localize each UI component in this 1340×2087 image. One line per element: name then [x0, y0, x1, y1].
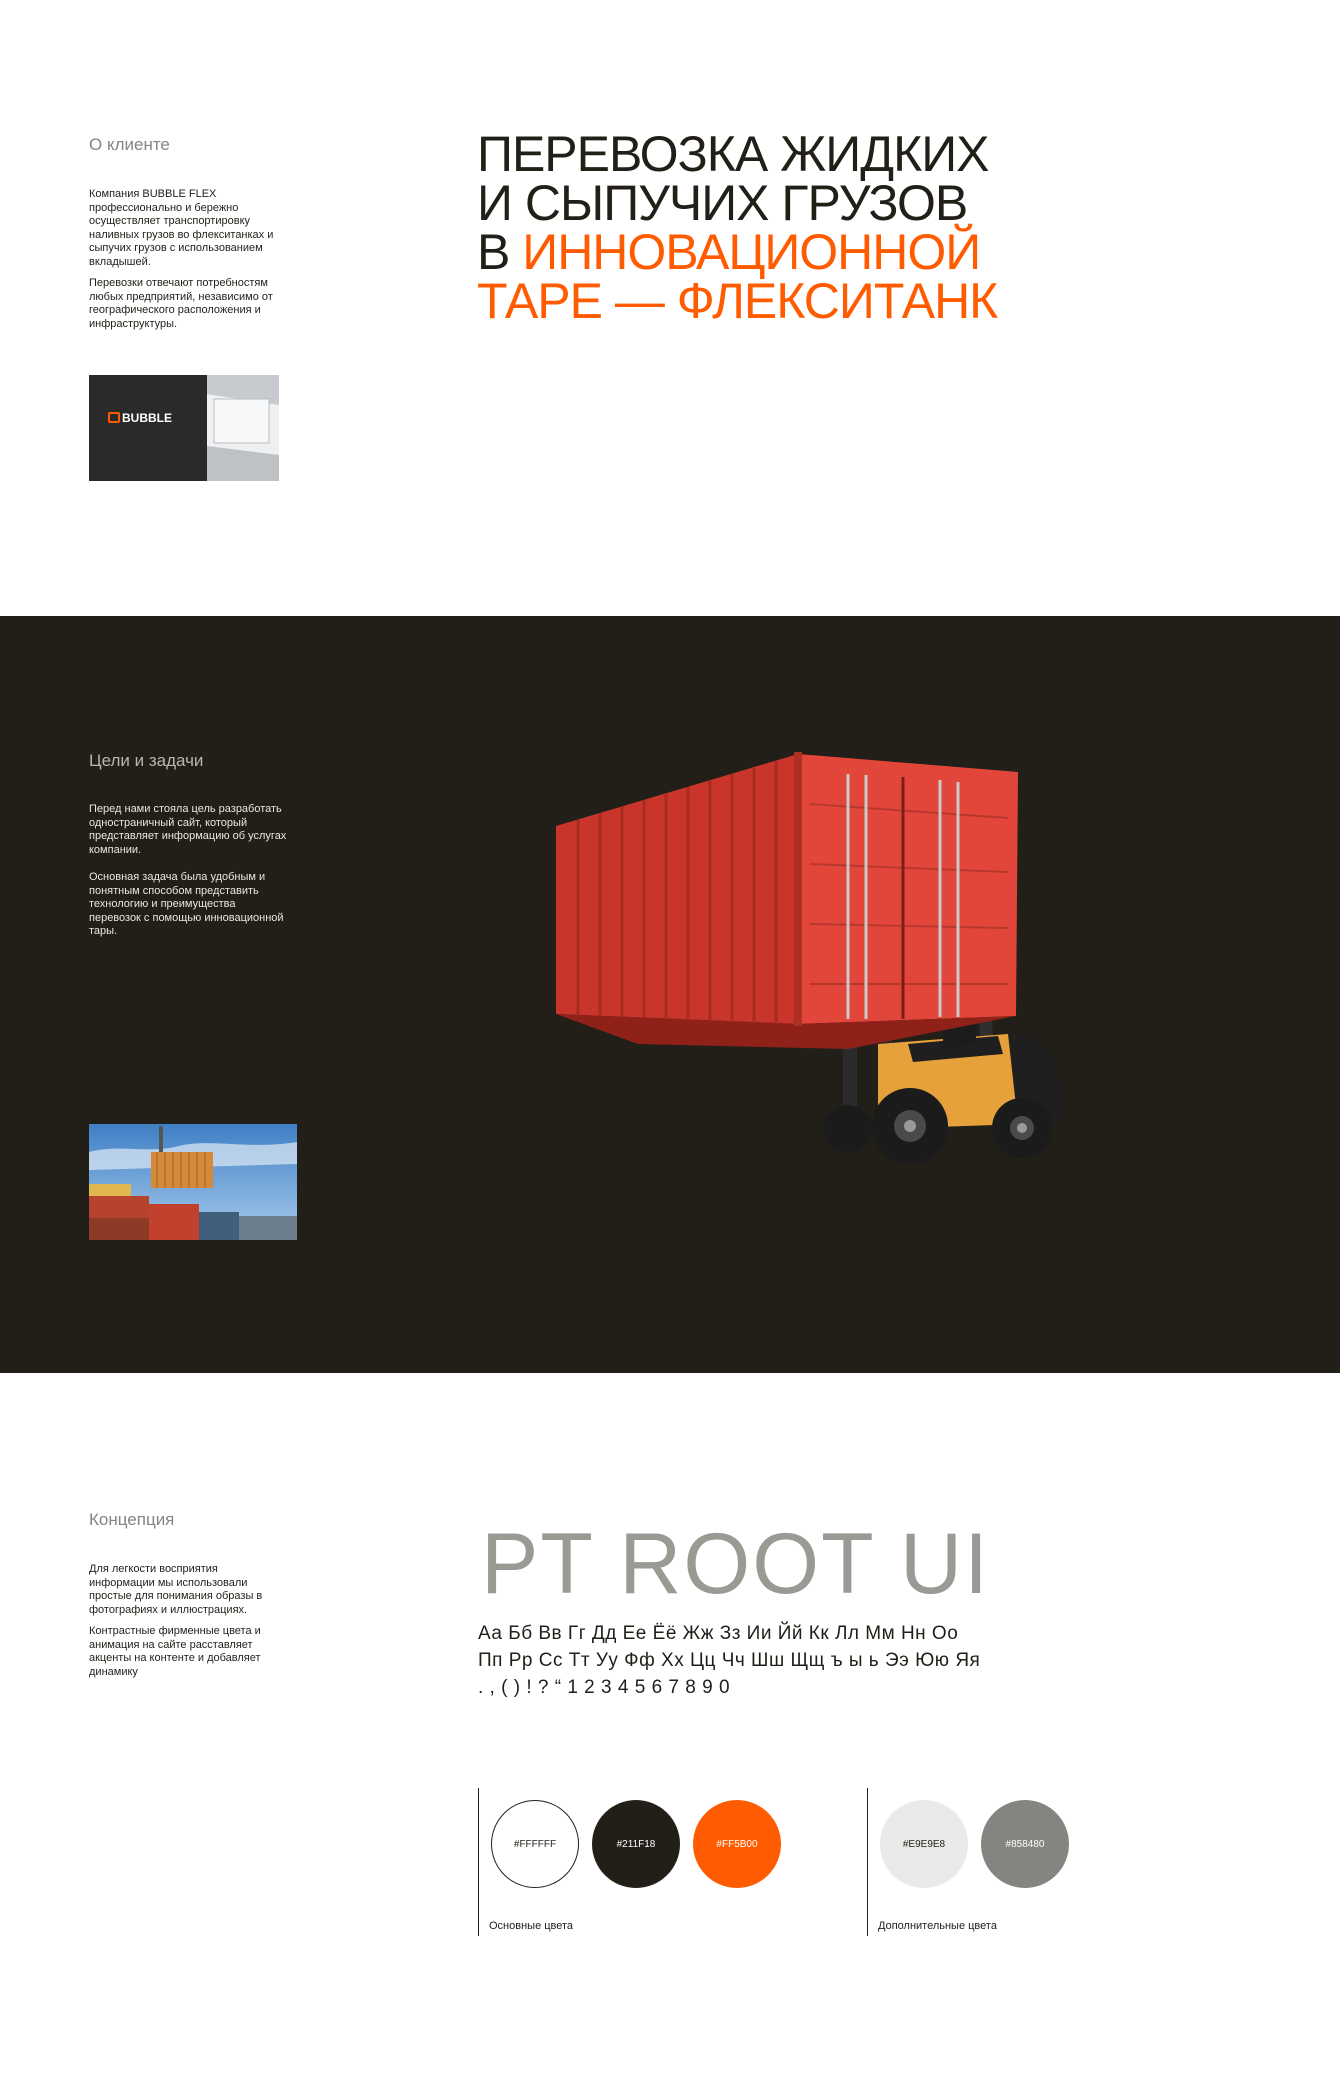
- swatch-gray: #858480: [981, 1800, 1069, 1888]
- swatch-white: #FFFFFF: [491, 1800, 579, 1888]
- goals-paragraph-2: Основная задача была удобным и понятным способом представить технологию и преимущества перевозок с помощью инновационной тары.: [89, 871, 284, 937]
- forklift-container-illustration: [548, 744, 1158, 1171]
- headline-line-3: [477, 224, 1077, 280]
- glyph-line-1: Аа Бб Вв Гг Дд Ее Ёё Жж Зз Ии Йй Кк Лл Мм Нн Оо: [478, 1623, 959, 1644]
- swatch-orange: #FF5B00: [693, 1800, 781, 1888]
- goals-title: Цели и задачи: [89, 751, 204, 770]
- secondary-palette: [867, 1788, 1068, 1936]
- about-paragraph-1: Компания BUBBLE FLEX профессионально и бережно осуществляет транспортировку наливных грузов во флекситанках и сыпучих грузов с использованием вкладышей.: [89, 188, 274, 268]
- headline-accent-1: ИННОВАЦИОННОЙ: [522, 224, 981, 280]
- primary-palette: [478, 1788, 779, 1936]
- headline-accent-2: ТАРЕ — ФЛЕКСИТАНК: [477, 273, 998, 329]
- goals-paragraph-1: Перед нами стояла цель разработать одностраничный сайт, который представляет информацию об услугах компании.: [89, 803, 287, 856]
- concept-text: [89, 1563, 279, 1687]
- font-name: PT ROOT UI: [481, 1516, 990, 1612]
- concept-paragraph-2: Контрастные фирменные цвета и анимация на сайте расставляет акценты на контенте и добавляет динамику: [89, 1625, 261, 1678]
- swatch-dark: #211F18: [592, 1800, 680, 1888]
- about-paragraph-2: Перевозки отвечают потребностям любых предприятий, независимо от географического расположения и инфраструктуры.: [89, 277, 273, 330]
- about-title: О клиенте: [89, 135, 170, 154]
- concept-title: Концепция: [89, 1510, 175, 1529]
- concept-paragraph-1: Для легкости восприятия информации мы использовали простые для понимания образы в фотографиях и иллюстрациях.: [89, 1563, 263, 1616]
- goals-text: [89, 803, 289, 947]
- headline-line-2: И СЫПУЧИХ ГРУЗОВ: [477, 175, 968, 231]
- headline-line-1: ПЕРЕВОЗКА ЖИДКИХ: [477, 126, 989, 182]
- glyph-line-2: Пп Рр Сс Тт Уу Фф Хх Цц Чч Шш Щщ ъ ы ь Ээ Юю Яя: [478, 1650, 981, 1671]
- swatch-light-gray: #E9E9E8: [880, 1800, 968, 1888]
- page-headline: [477, 126, 1077, 329]
- about-text: [89, 188, 294, 339]
- goals-section: [0, 616, 1340, 1373]
- primary-palette-label: Основные цвета: [489, 1920, 574, 1932]
- about-section: [0, 0, 1340, 616]
- concept-section: [0, 1373, 1340, 2087]
- secondary-palette-label: Дополнительные цвета: [878, 1920, 997, 1932]
- glyph-line-3: . , ( ) ! ? “ 1 2 3 4 5 6 7 8 9 0: [478, 1677, 731, 1698]
- headline-line-3-plain: В: [477, 224, 523, 280]
- port-containers-photo: [89, 1124, 297, 1240]
- client-office-photo: [89, 375, 279, 481]
- photo-logo-text: BUBBLE: [122, 411, 172, 425]
